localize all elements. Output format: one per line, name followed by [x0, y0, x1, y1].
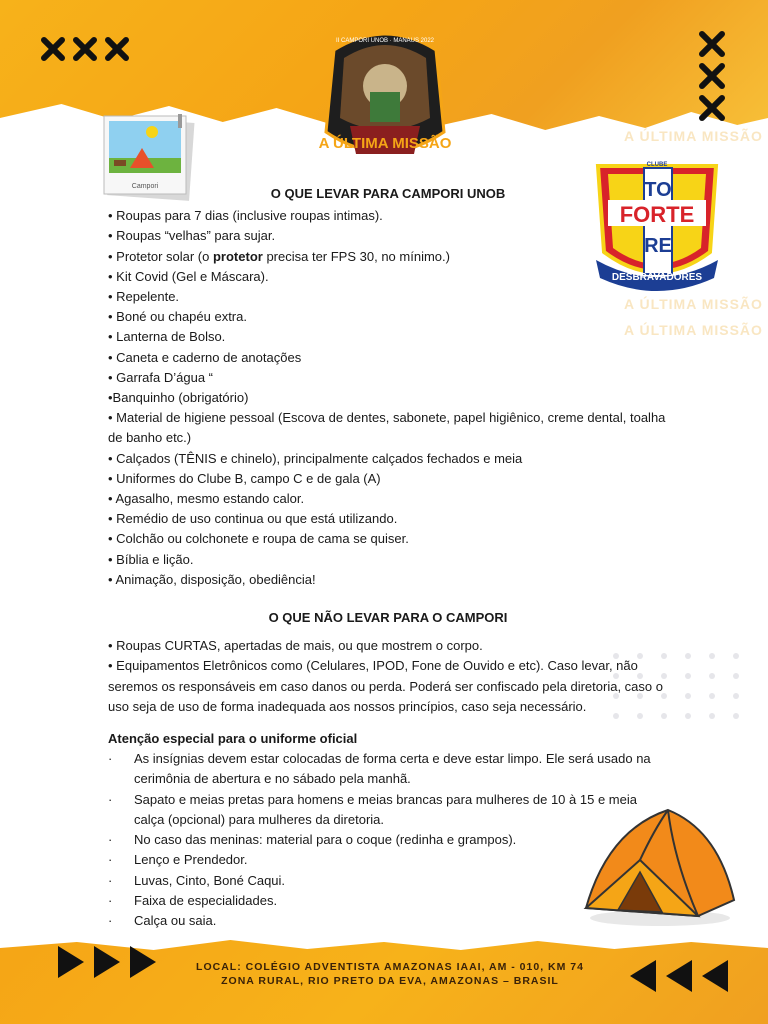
list-item: • Roupas para 7 dias (inclusive roupas intimas).: [108, 208, 383, 224]
section-title-uniforme: Atenção especial para o uniforme oficial: [108, 731, 358, 747]
bold-word: protetor: [212, 248, 263, 264]
x-marks-vertical-icon: [698, 30, 728, 122]
list-item: • Kit Covid (Gel e Máscara).: [108, 268, 269, 284]
section-title-nao-levar: O QUE NÃO LEVAR PARA O CAMPORI: [268, 610, 508, 626]
list-item: • Boné ou chapéu extra.: [108, 309, 247, 325]
footer-location: [180, 960, 600, 988]
list-item: • Caneta e caderno de anotações: [108, 349, 302, 365]
list-item: · Lenço e Prendedor.: [108, 852, 248, 868]
tent-illustration: [578, 800, 740, 928]
club-logo-re: RE: [644, 235, 672, 257]
list-item: · Faixa de especialidades.: [108, 892, 278, 908]
club-logo-forte: FORTE: [619, 202, 695, 227]
arrows-right-icon: [56, 944, 160, 985]
list-item: · Luvas, Cinto, Boné Caqui.: [108, 872, 286, 888]
list-nao-levar: [108, 636, 668, 717]
list-item: •Banquinho (obrigatório): [108, 390, 249, 406]
section-title-levar: O QUE LEVAR PARA CAMPORI UNOB: [270, 186, 506, 201]
club-logo-to: TO: [644, 179, 672, 201]
list-item: • Equipamentos Eletrônicos como (Celulares, IPOD, Fone de Ouvido e etc). Caso levar, não seremos os responsáveis em caso danos ou perda. Poderá ser confiscado pela diretoria, caso o uso seja de uso de forma inadequada aos nossos princípios, caso seja necessário.: [108, 658, 663, 714]
list-item: • Protetor solar (o protetor precisa ter FPS 30, no mínimo.): [108, 248, 450, 264]
list-item: • Remédio de uso continua ou que está utilizando.: [108, 511, 398, 527]
list-levar: [108, 206, 668, 590]
list-item: • Repelente.: [108, 289, 180, 305]
footer-line-2: ZONA RURAL, RIO PRETO DA EVA, AMAZONAS – BRASIL: [221, 975, 559, 987]
list-item: · No caso das meninas: material para o coque (redinha e grampos).: [108, 832, 517, 848]
event-logo-top-text: II CAMPORI UNOB · MANAUS 2022: [335, 38, 435, 44]
list-item: · Sapato e meias pretas para homens e meias brancas para mulheres de 10 à 15 e meia calça (opcional) para mulheres da diretoria.: [108, 791, 637, 827]
watermark-text: A ÚLTIMA MISSÃO: [624, 128, 763, 144]
arrows-left-icon: [628, 958, 732, 999]
list-item: · Calça ou saia.: [108, 912, 217, 928]
list-item: • Calçados (TÊNIS e chinelo), principalmente calçados fechados e meia: [108, 450, 523, 466]
list-item: • Bíblia e lição.: [108, 551, 194, 567]
list-item: • Garrafa D’água “: [108, 369, 213, 385]
list-item: • Agasalho, mesmo estando calor.: [108, 491, 305, 507]
list-item: • Animação, disposição, obediência!: [108, 571, 316, 587]
list-item: • Uniformes do Clube B, campo C e de gala (A): [108, 470, 381, 486]
list-item: · As insígnias devem estar colocadas de forma certa e deve estar limpo. Ele será usado na cerimônia de abertura e no sábado pela manhã.: [108, 751, 651, 787]
list-item: • Colchão ou colchonete e roupa de cama se quiser.: [108, 531, 409, 547]
list-item: • Roupas CURTAS, apertadas de mais, ou que mostrem o corpo.: [108, 638, 483, 654]
footer-line-1: LOCAL: COLÉGIO ADVENTISTA AMAZONAS IAAI, AM - 010, KM 74: [196, 961, 584, 973]
watermark-text: A ÚLTIMA MISSÃO: [624, 296, 763, 312]
watermark-text: A ÚLTIMA MISSÃO: [624, 322, 763, 338]
x-marks-icon: [40, 36, 132, 62]
list-item: • Lanterna de Bolso.: [108, 329, 226, 345]
polaroid-caption: Campori: [131, 183, 159, 190]
list-item: • Material de higiene pessoal (Escova de dentes, sabonete, papel higiênico, creme dental, toalha de banho etc.): [108, 410, 666, 446]
event-logo-title: A ÚLTIMA MISSÃO: [318, 135, 452, 152]
event-logo: [314, 22, 456, 172]
list-item: • Roupas “velhas” para sujar.: [108, 228, 276, 244]
club-logo-banner: DESBRAVADORES: [611, 272, 703, 283]
club-logo-word-clube: CLUBE: [646, 162, 668, 168]
